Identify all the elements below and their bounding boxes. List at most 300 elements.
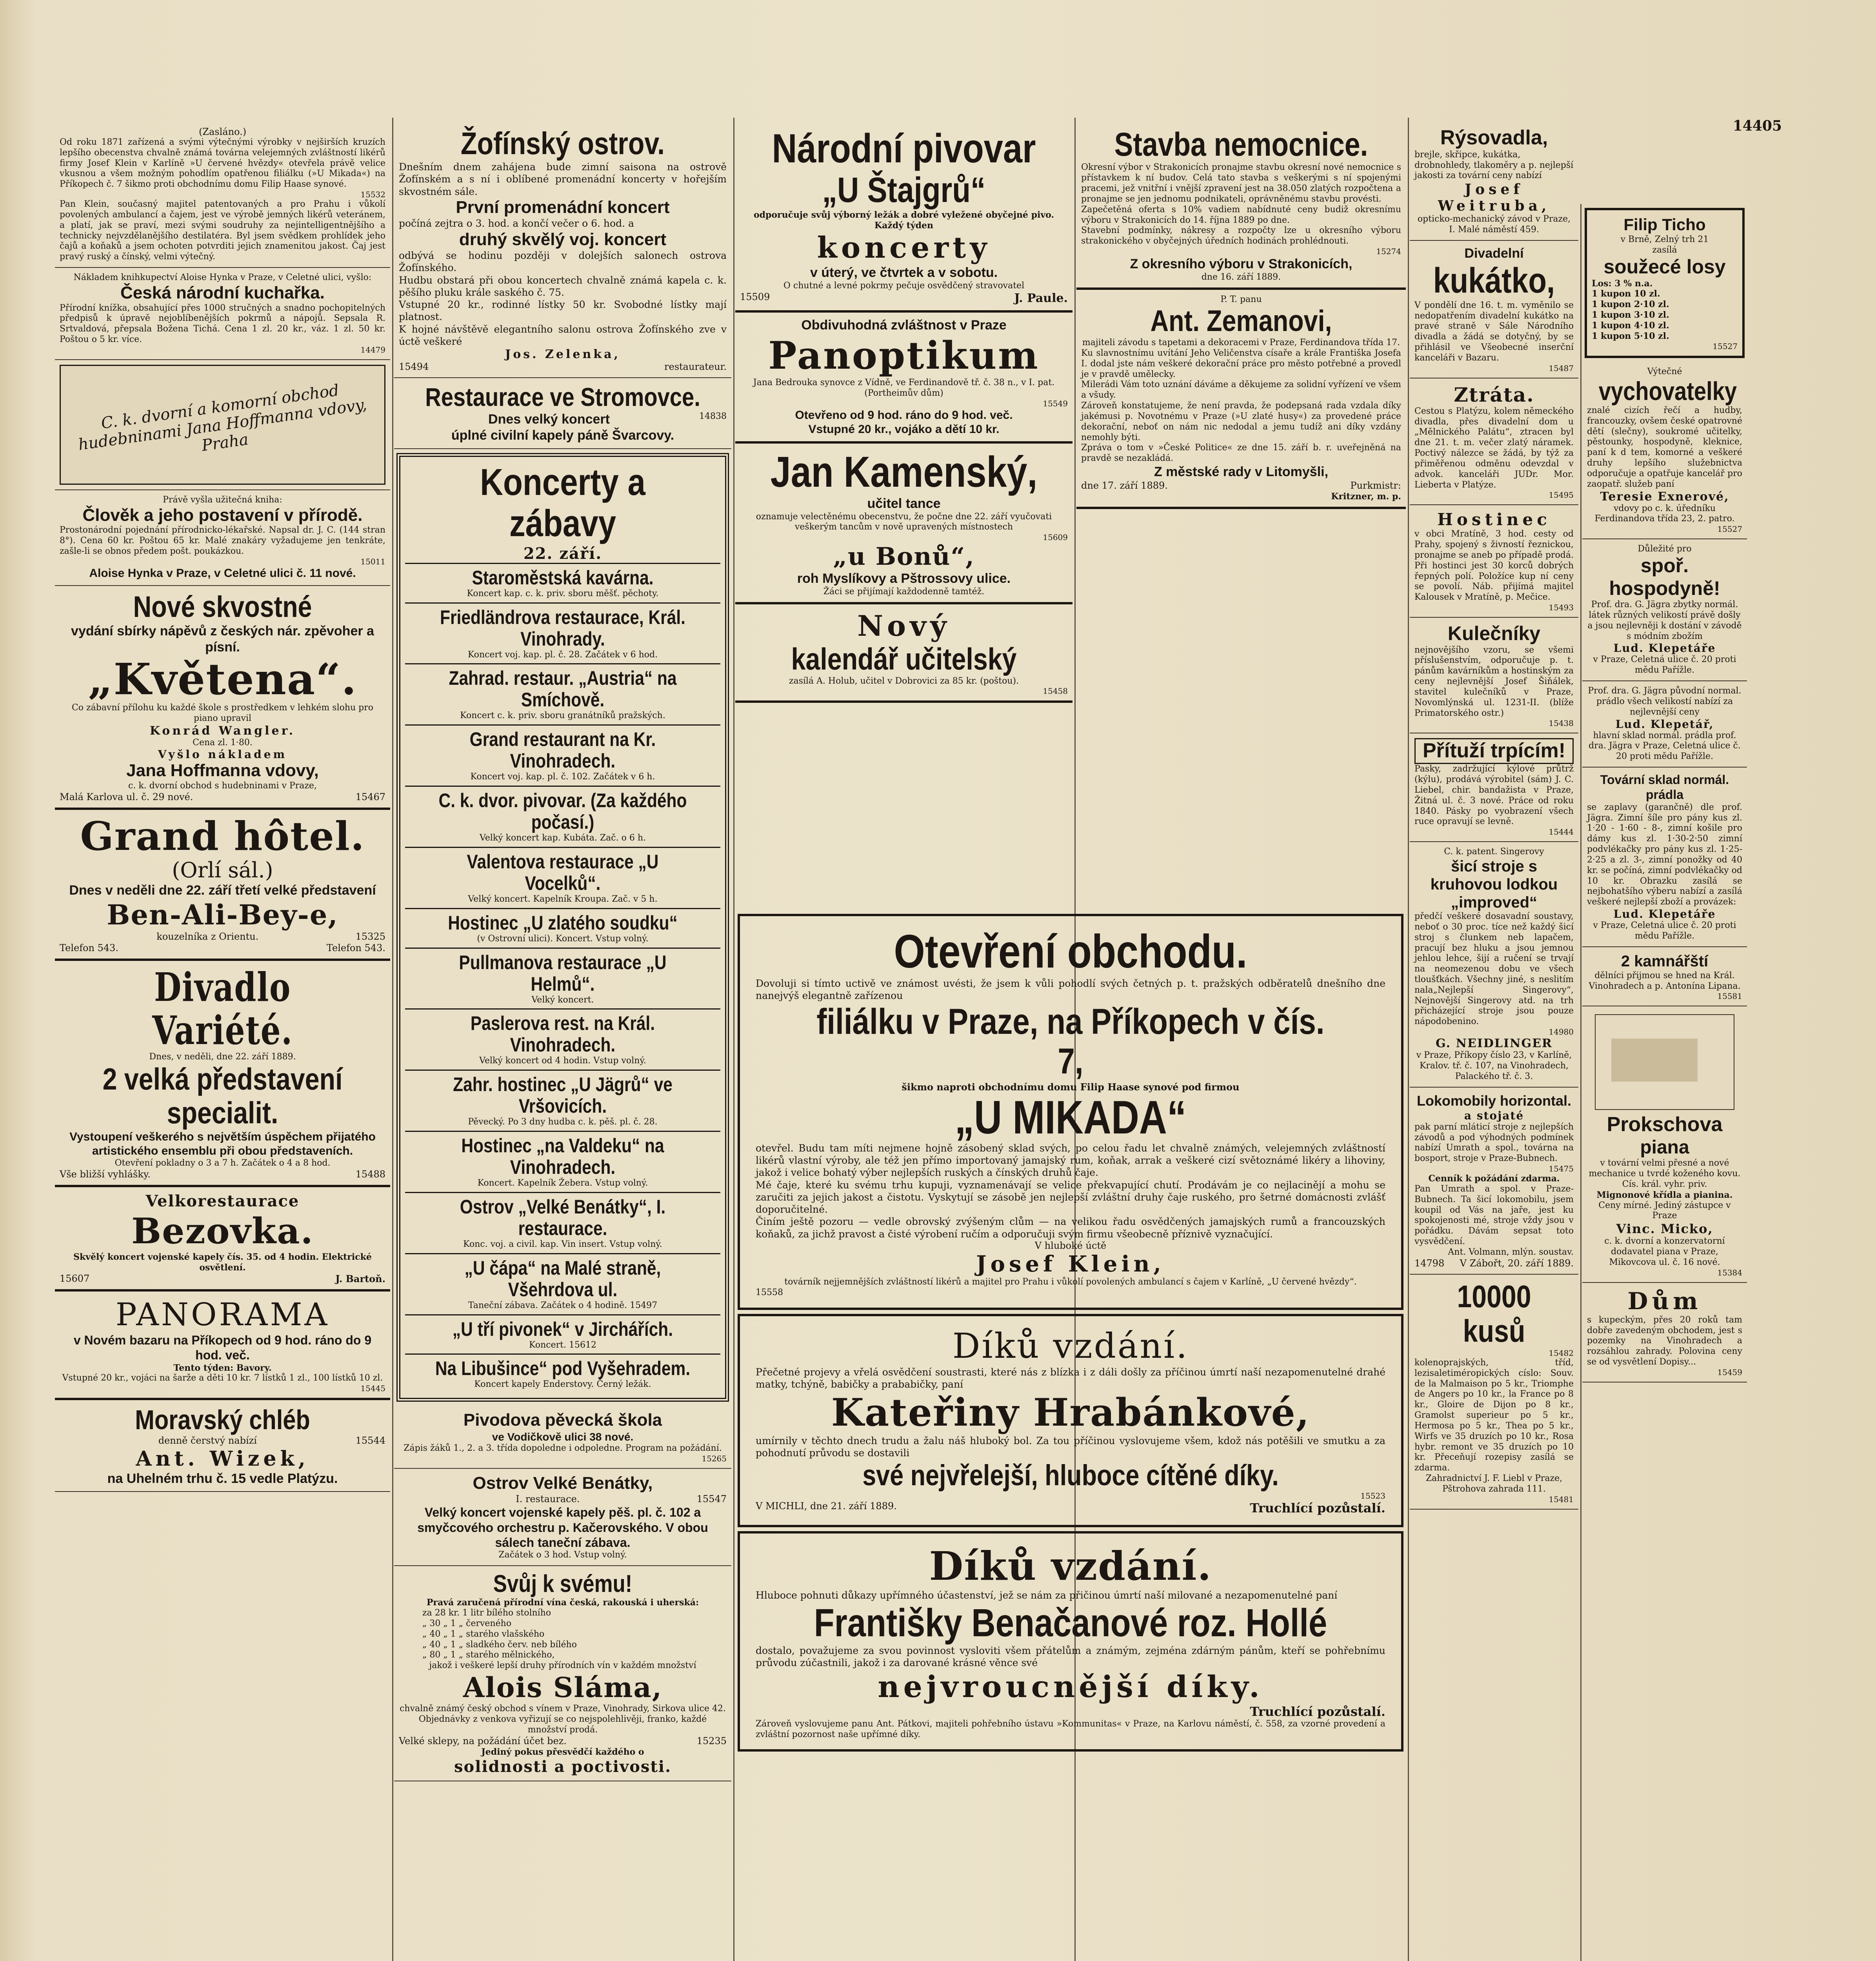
ad-text: kolenoprajských, tříd, lezisaletiméropických císlo: Souv. de la Malmaison po 5 kr., Triomphe de Angers po 10 kr., la France po 8 kr., Gloire de Dijon po 8 kr., Gramolst superieur po 5 kr., Hermosa po 5 kr., Thea po 5 kr., Wirfs ve 35 druzích po 10 kr., Rosa hybr. remont ve 35 druzích po 10 kr. Přeceňují rozepisy zasílá se zdarma. (1414, 1358, 1574, 1473)
venue-info: (v Ostrovní ulici). Koncert. Vstup volný. (477, 933, 649, 944)
times: Otevření pokladny o 3 a 7 h. Začátek o 4 a 8 hod. (115, 1158, 331, 1168)
venue-entry (405, 1070, 720, 1131)
column-5 (1410, 122, 1578, 1961)
venue-name: Staroměstská kavárna. (472, 566, 654, 589)
ad-number: 15609 (1043, 533, 1068, 542)
note: Vše bližší vyhlášky. (60, 1168, 151, 1180)
ad-title: spoř. hospodyně! (1609, 555, 1720, 599)
ad-intro: Obdivuhodná zvláštnost v Praze (801, 318, 1007, 333)
lottery-item: Los: 3 % n.a. (1592, 278, 1653, 289)
ad-subtitle: vydání sbírky nápěvů z českých nár. zpěvoher a písní. (71, 624, 374, 655)
venue-entry (405, 847, 720, 908)
ad-title: Divadlo Variété. (152, 964, 293, 1054)
bezovka-ad (55, 1187, 390, 1292)
ad-number: 15558 (756, 1287, 783, 1297)
ad-intro: Divadelní (1464, 246, 1524, 261)
ad-title: Nové skvostné (133, 590, 312, 624)
ad-headline: 2 velká představení specialit. (102, 1062, 343, 1130)
venue-entry (405, 1314, 720, 1354)
ad-text: Prof. dra. G. Jägra původní normal. prádlo všech velikostí nabízí za nejlevnější ceny (1588, 686, 1741, 717)
ad-title: Restaurace ve Stromovce. (425, 382, 700, 412)
column-1 (55, 122, 390, 1961)
ad-number: 15438 (1549, 719, 1574, 728)
lottery-item: 1 kupon 2·10 zl. (1592, 299, 1669, 310)
lottery-item: 1 kupon 3·10 zl. (1592, 310, 1669, 320)
hostinec-ad (1410, 505, 1578, 618)
ad-headline: druhý skvělý voj. koncert (459, 229, 667, 249)
ad-title: Rýsovadla, (1440, 126, 1548, 149)
ad-text: Cestou s Platýzu, kolem německého divadla, přes divadelní dom u „Mělnického Palátu“, ztracen byl dne 21. t. m. večer zlatý náramek. Poctivý nálezce se žádá, by týž za přiměřenou odměnu odevzdal v advok. kanceláři JUDr. Mor. Lieberta v Platýze. (1414, 406, 1574, 490)
ad-headline: soužecé losy (1603, 256, 1726, 278)
trpelcim-ad (1410, 733, 1578, 842)
ad-text: dělníci přijmou se hned na Král. Vinohradech a p. Antonína Lipana. (1589, 970, 1741, 991)
lottery-item: 1 kupon 4·10 zl. (1592, 320, 1669, 331)
diku-vzdani-2 (738, 1531, 1403, 1752)
ad-subtitle: (Orlí sál.) (172, 858, 273, 883)
signature-role: restaurateur. (664, 361, 727, 373)
note: Žáci se přijímají každodenně tamtéž. (823, 586, 985, 597)
venue-name: Paslerova rest. na Král. Vinohradech. (470, 1012, 655, 1056)
chleb-ad (55, 1400, 390, 1492)
kamnarsti-ad (1582, 947, 1747, 1007)
venue-info: Koncert kap. c. k. priv. sboru měšť. pěchoty. (467, 588, 659, 598)
pradlo-ad (1582, 681, 1747, 768)
wine-item: „ 80 „ 1 „ starého mělnického, (422, 1650, 555, 1660)
ad-text: Velký koncert vojenské kapely pěš. pl. č. 102 a smyčcového orchestru p. Kačerovského. V obou sálech taneční zábava. (417, 1505, 708, 1550)
testimonial: Pan Umrath a spol. v Praze-Bubnech. Ta šicí lokomobilu, jsem koupil od Vás na jaře, jest ku spokojenosti mé, stroje vždy jsou v pořádku. Dávám sepsat toto vysvědčení. (1414, 1184, 1574, 1247)
ad-title: kukátko, (1433, 261, 1555, 300)
ad-number: 15527 (1717, 524, 1742, 534)
venue-info: Velký koncert. Kapelník Kroupa. Zač. v 5 h. (468, 894, 658, 904)
address: opticko-mechanický závod v Praze, I. Malé náměstí 459. (1417, 214, 1571, 235)
performer: Ben-Ali-Bey-e, (107, 898, 338, 931)
ad-text: odbývá se hodinu později v dolejších salonech ostrova Žofínského. (399, 250, 727, 274)
kalendar-ad (735, 604, 1073, 703)
ad-title: vychovatelky (1598, 377, 1737, 406)
venue-info: Velký koncert kap. Kubáta. Zač. o 6 h. (480, 833, 646, 843)
ad-title: Národní pivovar (772, 126, 1036, 171)
signature: Josef Klein, (976, 1251, 1165, 1277)
address: na Uhelném trhu č. 15 vedle Platýzu. (107, 1471, 338, 1486)
venue-info: Velký koncert od 4 hodin. Vstup volný. (479, 1056, 646, 1066)
ad-text: Pravá zaručená přírodní vína česká, rakouská i uherská: (426, 1597, 699, 1608)
ad-title: Svůj k svému! (493, 1570, 633, 1598)
ad-number: 15235 (696, 1735, 727, 1746)
seller: Josef Weitruba, (1438, 181, 1551, 215)
venue-entry (405, 602, 720, 664)
wine-list (399, 1608, 727, 1661)
otevreni-obchodu-ad (738, 914, 1403, 1310)
ad-text: Dnes v neděli dne 22. září třetí velké představení (69, 883, 376, 898)
ad-text: Ceny mírné. Jediný zástupce v Praze (1598, 1200, 1731, 1221)
ad-number: 15482 (1549, 1348, 1574, 1358)
variete-ad (55, 961, 390, 1187)
ad-text: otevřel. Budu tam míti nejmene hojně zásobený sklad svých, po celou řadu let chvalně známých, velejemných zvláštností likérů vlastní výroby, ale též jen přímo importovaný jamajský rum, koňak, arrak a veškeré cizí světoznámé likéry a lihoviny, jakož i velice bohatý výber nejlepších ruských a čínských druhů čaje. (756, 1142, 1385, 1179)
ad-text: předčí veškeré dosavadní soustavy, neboť o 30 proc. tíce než každý šicí stroj s člunkem neb lapačem, pracují bez hluku a jsou jemnou jehlou lehce, šijí a ručení se trvají na neomezenou dobu ve všech tloušťkách. Všechny jiné, s neslitím nala„Nejlepší Singerovy“, Nejnovější Singerovy atd. na trh přicházející stroje jsou pouze nápodobenino. (1414, 911, 1574, 1027)
ad-text: v tovární velmi přesné a nové mechanice u tvrdé koženého kovu. Cís. král. vyhr. priv. (1589, 1158, 1741, 1189)
ad-subtitle: učitel tance (867, 496, 941, 511)
ad-text: V pondělí dne 16. t. m. vyměnilo se nedopatřením divadelní kukátko na pravé straně v Sále Národního divadla a žádá se dotyčný, by se přihlásil ve Všeobecné inserční kanceláři v Bazaru. (1414, 300, 1574, 363)
koncerty-list (396, 453, 729, 1402)
closing: V hluboké úctě (1034, 1240, 1107, 1251)
venue-entry (405, 1353, 720, 1393)
venue-entry (405, 563, 720, 602)
ad-text: Prof. dra. G. Jägra zbytky normál. látek různých velikostí právě došly a jsou nejlevněji k dostání v závodě s módním zbožím (1587, 600, 1742, 641)
ad-number: 15488 (355, 1168, 385, 1180)
singer-ad (1410, 842, 1578, 1087)
ad-text: K hojné návštěvě elegantního salonu ostrova Žofínského zve v úctě veškeré (399, 323, 727, 347)
ad-footer: Jediný pokus přesvědčí každého o (481, 1746, 644, 1757)
ad-title: PANORAMA (115, 1296, 330, 1333)
column-rule (392, 118, 393, 1961)
seller: Lud. Klepetáře (1613, 908, 1716, 921)
phone: Telefon 543. (326, 942, 385, 954)
ad-note: Cenník k požádání zdarma. (1428, 1173, 1560, 1184)
notice-title: (Zasláno.) (198, 126, 247, 137)
venue-info: Velký koncert. (531, 995, 594, 1005)
venue-name: C. k. dvor. pivovar. (Za každého počasí.) (438, 789, 687, 833)
address: c. k. dvorní a konzervatorní dodavatel piana v Praze, Mikovcova ul. č. 16 nové. (1604, 1236, 1725, 1267)
venue-name: Pullmanova restaurace „U Helmů“. (459, 951, 667, 995)
ad-text: brejle, skřipce, kukátka, drobnohledy, tlakoměry a p. nejlepší jakosti za tovární ceny nabízí (1414, 149, 1574, 181)
ad-text: počíná zejtra o 3. hod. a končí večer o 6. hod. a (399, 218, 634, 229)
ad-text: Vystoupení veškerého s největším úspěchem přijatého artistického ensemblu při obou představeních. (69, 1130, 376, 1157)
venue-entry (405, 786, 720, 847)
ad-subtitle: a stojaté (1464, 1109, 1524, 1122)
ad-subtitle: ve Vodičkově ulici 38 nové. (492, 1430, 634, 1443)
seller: Lud. Klepetář, (1615, 717, 1714, 731)
ad-number: 15265 (702, 1454, 727, 1464)
venue-entry (405, 1008, 720, 1070)
ad-text: Jana Bedrouka synovce z Vídně, ve Ferdinandově tř. č. 38 n., v I. pat. (Portheimův dům) (753, 378, 1055, 398)
ad-title: Žofínský ostrov. (460, 126, 665, 161)
ad-text: Stavební podmínky, nákresy a rozpočty lze u okresního výboru strakonického v obyčejných úředních hodinách prohlédnouti. (1081, 226, 1401, 246)
ad-number: 15274 (1376, 247, 1401, 256)
ad-title: šicí stroje s kruhovou lodkou „improved“ (1430, 858, 1558, 911)
venue-info: Pěvecký. Po 3 dny hudba c. k. pěš. pl. č. 28. (468, 1117, 658, 1127)
ad-title: Bezovka. (131, 1210, 314, 1252)
venue-info: Koncert voj. kap. pl. č. 102. Začátek v 6 h. (470, 772, 655, 782)
column-rule (733, 118, 734, 1961)
column-2 (394, 122, 731, 1961)
signature: J. Bartoň. (335, 1273, 385, 1284)
ad-title: Grand hôtel. (80, 813, 365, 860)
signature: Truchlící pozůstalí. (1250, 1704, 1385, 1719)
wine-item: „ 40 „ 1 „ starého vlašského (422, 1629, 545, 1639)
publisher-intro: Vyšlo nákladem (158, 748, 287, 761)
ad-intro: C. k. patent. Singerovy (1444, 847, 1544, 857)
ad-number: 15547 (696, 1493, 727, 1504)
ad-title: Díků vzdání. (952, 1325, 1189, 1366)
ad-text: Okresní výbor v Strakonicích pronajme stavbu okresní nové nemocnice s přístavkem k ní budov. Celá tato stavba s veškerými s ní spojenými pracemi, jež vnitřní i vnější zpravení jest na 38.050 zlatých rozpočtena a pronajme se jen jednomu podnikateli, oprávněnému stavbu provésti. (1081, 162, 1401, 204)
zemanovi-ad (1076, 290, 1406, 509)
ad-subtitle: I. restaurace. (516, 1493, 580, 1504)
ad-title: 2 kamnářští (1621, 952, 1709, 970)
prokschova-ad (1582, 1006, 1747, 1282)
date: dne 16. září 1889. (1201, 272, 1281, 282)
music-shop-logo: C. k. dvorní a komorní obchod hudebninami Jana Hoffmanna vdovy, Praha (60, 365, 385, 485)
ad-text: denně čerstvý nabízí (158, 1435, 257, 1446)
ad-number: 15325 (355, 931, 385, 942)
ad-footer: solidnosti a poctivosti. (454, 1757, 671, 1776)
price: Cena zl. 1·80. (193, 737, 253, 748)
times: Začátek o 3 hod. Vstup volný. (498, 1550, 627, 1560)
address: v Praze, Celetná ulice č. 20 proti mědu Pařížle. (1593, 655, 1736, 675)
venue-info: Koncert. 15612 (529, 1340, 596, 1350)
ad-number: 15481 (1549, 1494, 1574, 1504)
ad-title: Přítuží trpícím! (1414, 738, 1574, 764)
salutation: P. T. panu (1220, 294, 1262, 304)
ad-title: Hostinec (1437, 510, 1551, 529)
week-program: Tento týden: Bavory. (173, 1363, 272, 1373)
venue-info: Koncert. Kapelník Žebera. Vstup volný. (477, 1178, 648, 1188)
publisher: Jana Hoffmanna vdovy, (126, 761, 319, 780)
ad-intro: Nový (857, 609, 951, 642)
ad-text: Prostonárodní pojednání přírodnicko-lékařské. Napsal dr. J. C. (144 stran 8°). Cena 60 kr. Poštou 65 kr. Malé znakáry vyžadujeme jen tenkráte, zašle-li se obnos předem pošt. poukázkou. (60, 525, 385, 556)
signature: Truchlící pozůstalí. (1250, 1500, 1385, 1515)
page-number: 14405 (1732, 118, 1782, 134)
ad-text: O chutné a levné pokrmy pečuje osvědčený stravovatel (783, 280, 1025, 291)
venue-name: „U tří pivonek“ v Jirchářích. (452, 1318, 673, 1340)
ad-title: Pivodova pěvecká škola (463, 1410, 662, 1430)
ad-number: 15487 (1549, 363, 1574, 373)
ad-number: 14479 (360, 345, 385, 355)
merchant: Alois Sláma, (463, 1671, 663, 1704)
venue-name: Valentova restaurace „U Vocelků“. (467, 850, 659, 894)
ad-title: Jan Kamenský, (770, 448, 1038, 496)
grand-hotel-ad (55, 810, 390, 961)
ad-number: 15444 (1549, 827, 1574, 837)
ad-text: úplné civilní kapely páně Švarcovy. (451, 427, 674, 443)
zaslano-notice (55, 122, 390, 268)
ad-number: 15607 (60, 1273, 90, 1284)
notice-text: Pan Klein, současný majitel patentovaných a pro Prahu i vůkolí povolených ambulancí a čajem, jest ve výrobě jemných likérů veteránem, a platí, jak se praví, mezi svými soudruhy za nejintelligentnějšího a technicky nejvzdělanějšího destilatéra. Byl jsem svědkem prohlídek jeho čajů a koňaků a jsem ochoten potvrditi jejich znamenitou jakost. Čaj jest pravý ruský a čínský, velmi výtečný. (60, 199, 385, 262)
kucharka-ad (55, 268, 390, 360)
ad-title: Moravský chléb (135, 1404, 310, 1435)
venue-info: Konc. voj. a civil. kap. Vin insert. Vstup volný. (463, 1239, 662, 1249)
ad-headline: své nejvřelejší, hluboce cítěné díky. (862, 1459, 1279, 1492)
kusu-ad (1410, 1275, 1578, 1510)
venue-entry (405, 1192, 720, 1253)
venue-entry (405, 908, 720, 948)
ad-intro: Právě vyšla užitečná kniha: (163, 495, 282, 505)
svemu-ad (394, 1566, 731, 1781)
venue-name: „U čápa“ na Malé straně, Všehrdova ul. (464, 1257, 661, 1301)
ad-text: umírnily v těchto dnech trudu a žalu náš hluboký bol. Za tou příčinou vyslovujeme všem, kdož nás potěšili ve smutku a za pohodnutí průvodu se dostavili (756, 1435, 1385, 1459)
ad-text: Milerádi Vám toto uznání dáváme a děkujeme za solidní vyřízení ve všem a všudy. (1081, 380, 1401, 400)
ad-number: 15549 (1043, 398, 1068, 408)
ad-intro: Velkorestaurace (145, 1192, 300, 1210)
ztrata-ad (1410, 378, 1578, 506)
pivodova-ad (394, 1406, 731, 1469)
nemocnice-ad (1076, 122, 1406, 290)
ad-text: Dnešním dnem zahájena bude zimní saisona na ostrově Žofínském a s ní i oblíbené promenádní koncerty v hořejším skvostném sále. (399, 161, 727, 197)
ad-title: Panoptikum (768, 333, 1040, 378)
venue: „u Bonů“, (833, 542, 975, 571)
ad-title: Ant. Zemanovi, (1150, 304, 1332, 338)
ad-number: 15523 (1360, 1491, 1385, 1501)
ad-text: v Novém bazaru na Příkopech od 9 hod. ráno do 9 hod. več. (73, 1333, 372, 1363)
venue-list (405, 563, 720, 1393)
seller: Vinc. Micko, (1616, 1221, 1713, 1237)
venue-info: Koncert voj. kap. pl. č. 28. Začátek v 6 hod. (467, 649, 658, 660)
ad-intro: Nákladem knihkupectví Aloise Hynka v Praze, v Celetné ulici, vyšlo: (73, 273, 372, 283)
lottery-item: 1 kupon 5·10 zl. (1592, 331, 1669, 341)
ad-text: Činím ještě pozoru — vedle obrovský zvýšeným clům — na velikou řadu osvědčených jamajských rumů a francouzských koňaků, za jichž pravost a čisté výrobení ručím a odporučuji svým firmu všeobecně příznivě vyznačující. (756, 1216, 1385, 1240)
place-date: V MICHLI, dne 21. září 1889. (756, 1500, 897, 1512)
ad-text: Mignonové křídla a pianina. (1596, 1190, 1733, 1200)
ad-subtitle: majiteli závodu s tapetami a dekoracemi v Praze, Ferdinandova třída 17. (1082, 338, 1400, 348)
tovarni-ad (1582, 768, 1747, 947)
seller: Ant. Wizek, (136, 1446, 309, 1471)
ad-title: Otevření obchodu. (894, 925, 1247, 978)
ad-text: Zároveň konstatujeme, že není pravda, že podepsaná rada vzdala díky jakémusi p. Novotnému v Praze (»U zlaté husy«) za provedené práce dekorační, neboť on nám nic nedodal a jemu tudíž ani díky vzdány nemohly býti. (1081, 401, 1401, 442)
ad-number: 15495 (1549, 490, 1574, 500)
ad-number: 15544 (355, 1435, 385, 1446)
ad-text: Pasky, zadržující kýlové průtrž (kýlu), prodává výrobitel (sám) J. C. Liebel, chir. bandažista v Praze, Žitná ul. č. 3 nové. Práce od roku 1840. Pásky po vyobrazení všech ruce opravují se levně. (1414, 764, 1574, 827)
signature: Zahradnictví J. F. Liebl v Praze, Pštrohova zahrada 111. (1425, 1473, 1563, 1494)
seller: Lud. Klepetáře (1613, 642, 1716, 655)
signature: Z městské rady v Litomyšli, (1154, 464, 1329, 479)
ad-intro: zasílá (1652, 245, 1677, 255)
days: v úterý, ve čtvrtek a v sobotu. (810, 265, 998, 280)
venue-info: Koncert kapely Enderstovy. Černý ležák. (474, 1379, 651, 1390)
signature: J. Paule. (1014, 291, 1068, 305)
ad-text: Zápis žáků 1., 2. a 3. třída dopoledne i odpoledne. Program na požádání. (404, 1443, 722, 1453)
ad-title: Prokschova (1607, 1113, 1723, 1136)
signature-desc: továrník nejjemnějších zvláštností likérů a majitel pro Prahu i vůkolí povolených ambulancí s čajem v Karlíně, „U červené hvězdy“. (784, 1277, 1357, 1287)
vychovatelky-ad (1582, 362, 1747, 540)
ad-subtitle: piana (1640, 1137, 1689, 1158)
address: v Brně, Zelný trh 21 (1620, 235, 1709, 245)
ad-number: 15527 (1712, 341, 1738, 351)
performer-note: kouzelníka z Orientu. (156, 931, 259, 942)
ad-title: Lokomobily horizontal. (1417, 1092, 1571, 1109)
ad-text: chvalně známý český obchod s vínem v Praze, Vinohrady, Sirkova ulice 42. (400, 1704, 726, 1714)
concerts: koncerty (817, 231, 991, 265)
ad-title: Tovární sklad normál. prádla (1600, 772, 1729, 802)
venue-entry (405, 1253, 720, 1314)
ad-text: znalé cizích řečí a hudby, francouzky, ovšem české opatrovné dětí (slečny), soukromé učitelky, pěstounky, hospodyně, kleknice, paní k d tem, komorné a veškeré druhy lepšího služebnictva odporučuje a opatřuje kancelář pro zaopatř. služeb paní (1587, 405, 1742, 489)
ad-number: 14980 (1549, 1027, 1574, 1037)
venue-name: Hostinec „na Valdeku“ na Vinohradech. (461, 1135, 664, 1179)
author: Konrád Wangler. (149, 724, 296, 738)
ad-title: Česká národní kuchařka. (120, 283, 325, 302)
venue-name: Na Libušince“ pod Vyšehradem. (435, 1357, 691, 1380)
ad-number: 15509 (740, 291, 770, 302)
ad-number: 14838 (699, 411, 727, 422)
signature-role: Purkmistr: (1350, 480, 1401, 491)
ad-text: Vstupné 20 kr., rodinné lístky 50 kr. Svobodné lístky mají platnost. (399, 299, 727, 323)
panorama-ad (55, 1292, 390, 1400)
ad-number: 15532 (360, 190, 385, 200)
address: v Praze, Celetná ulice č. 20 proti mědu Pařížle. (1593, 920, 1736, 941)
diku-vzdani-1 (738, 1314, 1403, 1527)
ad-title: kalendář učitelský (791, 641, 1017, 676)
ad-headline: nejvroucnější díky. (878, 1669, 1263, 1704)
deceased-name: Kateřiny Hrabánkové, (831, 1390, 1310, 1435)
address: roh Myslíkovy a Pštrossovy ulice. (797, 571, 1011, 586)
ad-text: Přírodní knížka, obsahující přes 1000 stručných a snadno pochopitelných předpisů k úpravě nejoblíbenějších pokrmů a nápojů. Sepsala R. Srtvaldová, přepsala Božena Tichá. Cena 1 zl. 20 kr., váz. 1 zl. 50 kr. Poštou o 5 kr. více. (60, 303, 385, 345)
ad-number: 15384 (1717, 1268, 1742, 1277)
ad-headline: filiálku v Praze, na Příkopech v čís. 7, (816, 1001, 1325, 1081)
publisher-desc: c. k. dvorní obchod s hudebninami v Praze, (128, 781, 317, 791)
venue-name: Grand restaurant na Kr. Vinohradech. (469, 728, 656, 772)
ad-text: Objednávky z venkova vyřizují se co nejspolehlivěji, franko, každé množství prodá. (418, 1714, 707, 1735)
date: Dnes, v neděli, dne 22. září 1889. (149, 1052, 296, 1062)
ad-text: dostalo, považujeme za svou povinnost vysloviti všem přátelům a známým, zejména zdárným pánům, kteří se pohřebnímu průvodu zúčastnili, jakož i za darované krásné věnce své (756, 1645, 1385, 1669)
ad-title: Kulečníky (1447, 622, 1541, 645)
ad-title: Díků vzdání. (929, 1543, 1212, 1589)
ad-number: 14798 (1414, 1257, 1445, 1269)
venue-entry (405, 724, 720, 786)
ad-text: pak parní mláticí stroje z nejlepších závodů a pod výhodných podmínek nabízí Umrath a spol., továrna na bosport, stroje v Praze-Bubnech. (1414, 1122, 1574, 1164)
ad-title: Filip Ticho (1623, 215, 1706, 234)
ad-text: Co zábavní přílohu ku každé škole s prostředkem v lehkém slohu pro piano upravil (71, 702, 374, 723)
ad-text: v obci Mratíně, 3 hod. cesty od Prahy, spojený s živností řeznickou, pronajme se aneb po případě prodá. Při hostinci jest 30 korců dobrých řepných polí. Položíce kup ní ceny se povolí. Náb. přijímá majitel Kalousek v Mratíně, p. Mečice. (1414, 529, 1574, 602)
ad-number: 15581 (1717, 991, 1742, 1001)
ad-text: Dovoluji si tímto uctivě ve známost uvésti, že jsem k vůli pohodlí svých četných p. t. pražských odběratelů dnešního dne nanejvýš elegantně zařízenou (756, 978, 1385, 1002)
ad-number: 15458 (1043, 686, 1068, 696)
section-title: Koncerty a zábavy (480, 461, 645, 545)
panoptikum-ad (735, 313, 1073, 443)
ad-title: 10000 kusů (1457, 1279, 1531, 1348)
ad-intro: Důležité pro (1638, 544, 1692, 554)
ad-title: Ostrov Velké Benátky, (473, 1473, 653, 1493)
section-date: 22. září. (523, 544, 602, 563)
place-date: V Zábořt, 20. září 1889. (1460, 1257, 1574, 1269)
signature: Ant. Volmann, mlýn. soustav. (1448, 1247, 1574, 1257)
ad-text: Skvělý koncert vojenské kapely čís. 35. od 4 hodin. Elektrické osvětlení. (73, 1252, 372, 1273)
signature: Jos. Zelenka, (505, 347, 620, 362)
ad-text: odporučuje svůj výborný ležák a dobré vyležené obyčejné pivo. Každý týden (753, 210, 1054, 231)
kvetena-ad (55, 586, 390, 810)
clovek-ad (55, 490, 390, 586)
venue-name: Zahrad. restaur. „Austria“ na Smíchově. (449, 667, 677, 711)
lottery-item: 1 kupon 10 zl. (1592, 289, 1660, 299)
ad-text: zasílá A. Holub, učitel v Dobrovici za 85 kr. (poštou). (789, 676, 1019, 686)
signature: Kritzner, m. p. (1331, 491, 1401, 502)
piano-illustration (1595, 1014, 1734, 1110)
ad-text: oznamuje velectěnému obecenstvu, že počne dne 22. září vyučovati veškerým tancům v nově upravených místnostech (756, 511, 1052, 532)
ad-title: Člověk a jeho postavení v přírodě. (82, 505, 363, 525)
ticho-ad (1585, 208, 1745, 358)
ad-text: Zpráva o tom v »České Politice« ze dne 15. září b. r. uveřejněná na pravdě se nezakládá. (1081, 443, 1401, 464)
price: Vstupné 20 kr., vojáci na šarže a děti 10 kr. 7 lístků 1 zl., 100 lístků 10 zl. (62, 1373, 383, 1383)
column-rule (1408, 118, 1409, 1961)
ad-text: se zaplavy (garančně) dle prof. Jägra. Zimní šíle pro pány kus zl. 1·20 - 1·60 - 8-, zimní košile pro dámy kus zl. 1·30-2·50 zimní podvlékačky pro pány kus zl. 1·25-2·25 a zl. 3-, zimní ponožky od 40 kr. se počíná, zimní podvlékačky od 10 kr. Obrazku zasílá se nejbohatšího výberu nabízí a zasílá veškeré nejlepší zboží a provázek: (1587, 802, 1742, 907)
column-6 (1582, 122, 1747, 1961)
ad-text: jakož i veškeré lepší druhy přírodních vín v každém množství (429, 1661, 696, 1671)
kamensky-ad (735, 444, 1073, 604)
ad-number: 15011 (360, 557, 385, 566)
venue-info: Taneční zábava. Začátek o 4 hodině. 15497 (468, 1300, 658, 1310)
column-rule (1580, 204, 1582, 1961)
benatky-ad (394, 1469, 731, 1566)
ad-title: Ztráta. (1454, 383, 1534, 406)
ad-number: 15445 (360, 1384, 385, 1393)
seller: Teresie Exnerové, (1600, 489, 1729, 504)
ad-text: hlavní sklad normál. prádla prof. dra. Jägra v Praze, Celetná ulice č. 20 proti mědu Pařížle. (1589, 730, 1741, 762)
wine-item: „ 30 „ 1 „ červeného (422, 1618, 512, 1628)
ad-headline: „U Štajgrů“ (822, 171, 986, 210)
ad-number: 15467 (355, 791, 385, 802)
venue-info: Koncert c. k. priv. sboru granátníků pražských. (460, 711, 665, 721)
hoffmann-logo-ad (55, 360, 390, 490)
signature: Z okresního výboru v Strakonicích, (1130, 256, 1352, 272)
venue-name: Hostinec „U zlatého soudku“ (448, 911, 678, 934)
date: dne 17. září 1889. (1081, 480, 1168, 491)
